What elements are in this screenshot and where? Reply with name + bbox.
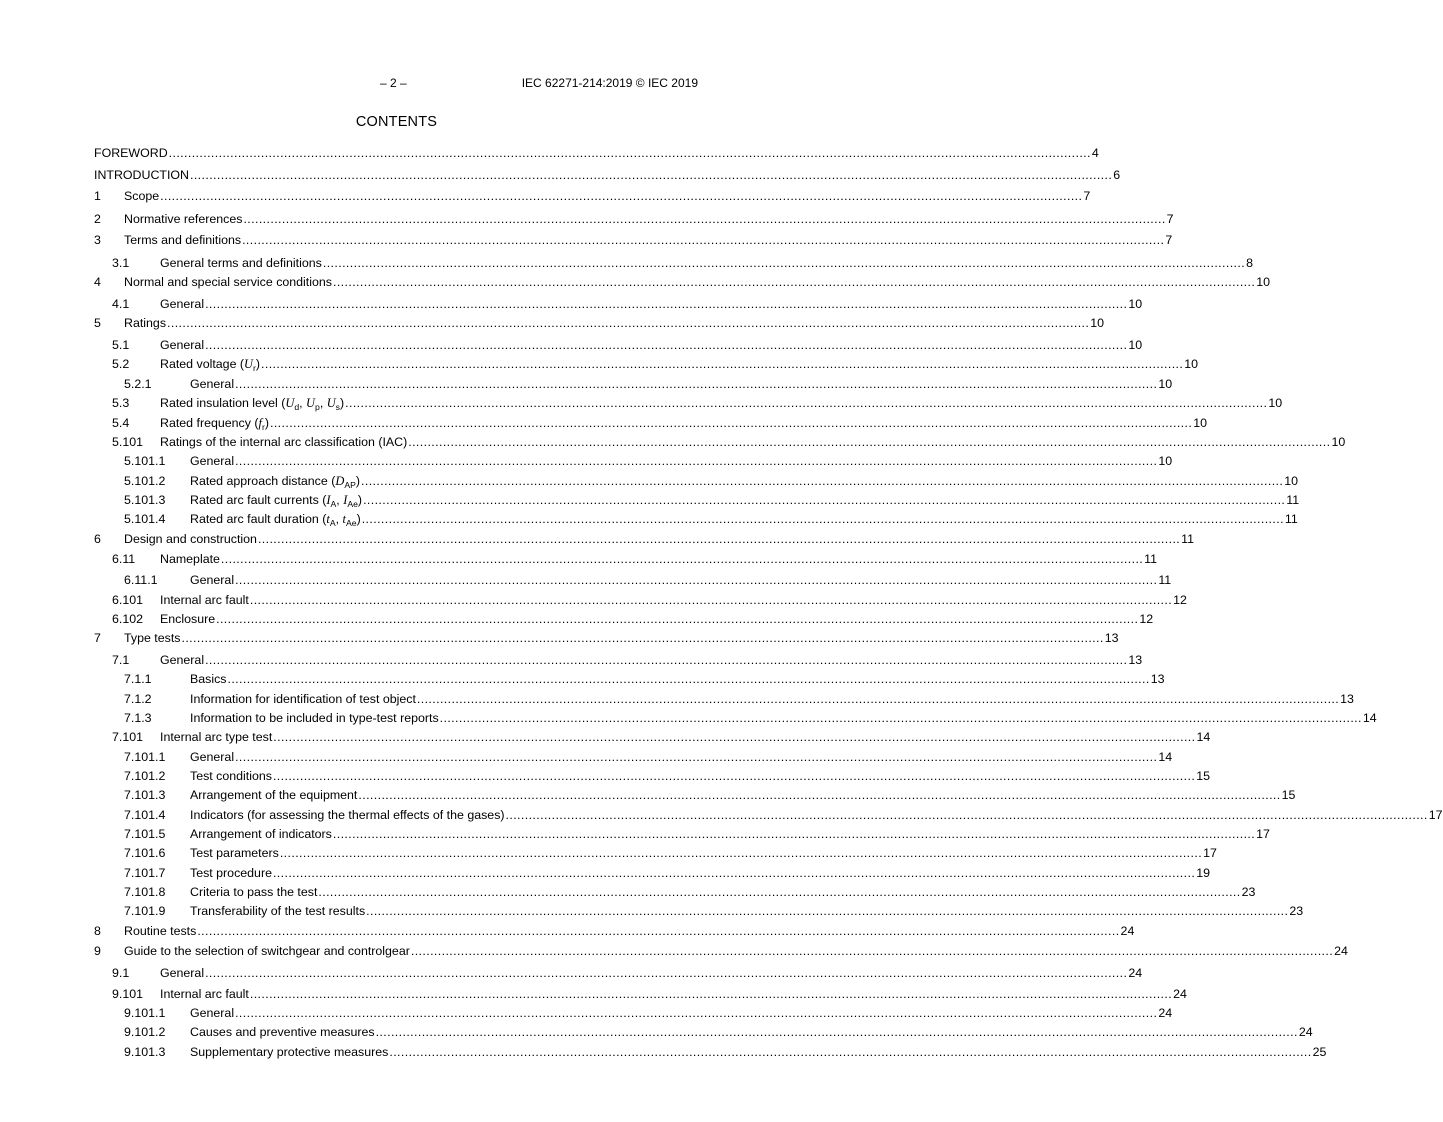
toc-entry-label: Supplementary protective measures: [190, 1045, 389, 1059]
toc-entry-label: Test procedure: [190, 866, 272, 880]
toc-entry-page: 14: [1158, 750, 1173, 764]
toc-entry-number: 7.101: [112, 730, 144, 744]
toc-entry-number: 8: [94, 924, 101, 938]
toc-leader-dots: [243, 212, 1165, 226]
toc-entry-number: 3: [94, 233, 101, 247]
toc-entry[interactable]: [94, 212, 1174, 226]
toc-entry[interactable]: [94, 904, 1304, 918]
toc-entry-label: General: [190, 1006, 235, 1020]
toc-entry-number: 9.101.2: [124, 1025, 166, 1039]
toc-entry[interactable]: [94, 297, 1143, 311]
toc-leader-dots: [270, 416, 1192, 430]
toc-entry-label: Criteria to pass the test: [190, 885, 318, 899]
toc-entry[interactable]: [94, 672, 1165, 686]
toc-entry-label: Type tests: [124, 631, 181, 645]
toc-leader-dots: [318, 885, 1240, 899]
toc-entry-number: 5.2: [112, 357, 130, 371]
toc-leader-dots: [408, 435, 1330, 449]
toc-entry-label: Normative references: [124, 212, 243, 226]
toc-entry[interactable]: [94, 573, 1172, 587]
document-reference: IEC 62271-214:2019 © IEC 2019: [521, 76, 698, 90]
toc-leader-dots: [216, 612, 1138, 626]
toc-entry-page: 13: [1340, 692, 1354, 706]
toc-entry-number: 5.101.3: [124, 493, 166, 507]
toc-entry-number: 9.101: [112, 987, 144, 1001]
toc-entry-page: 14: [1362, 711, 1377, 725]
toc-entry[interactable]: [94, 692, 1354, 706]
toc-entry-number: 5.1: [112, 338, 130, 352]
toc-entry-label: Causes and preventive measures: [190, 1025, 375, 1039]
toc-entry-label: Design and construction: [124, 532, 257, 546]
toc-leader-dots: [333, 275, 1255, 289]
toc-entry[interactable]: [94, 493, 1300, 509]
toc-leader-dots: [345, 396, 1267, 410]
toc-entry-page: 17: [1428, 808, 1443, 822]
toc-entry-label: Ratings: [124, 316, 167, 330]
toc-entry-number: 6: [94, 532, 101, 546]
toc-entry-number: 6.101: [112, 593, 144, 607]
toc-entry-number: 2: [94, 212, 101, 226]
toc-entry-number: 1: [94, 189, 101, 203]
toc-entry-page: 15: [1196, 769, 1210, 783]
toc-entry[interactable]: [94, 435, 1346, 449]
toc-entry-page: 12: [1139, 612, 1154, 626]
toc-entry-page: 11: [1181, 532, 1195, 546]
toc-leader-dots: [205, 966, 1127, 980]
toc-entry-number: 6.102: [112, 612, 144, 626]
toc-entry-number: 7.101.9: [124, 904, 166, 918]
toc-entry-number: 7.101.2: [124, 769, 166, 783]
toc-entry-number: 9.1: [112, 966, 130, 980]
toc-leader-dots: [235, 454, 1157, 468]
toc-entry[interactable]: [94, 788, 1296, 802]
toc-entry[interactable]: [94, 846, 1217, 860]
toc-entry-page: 11: [1158, 573, 1172, 587]
toc-entry[interactable]: [94, 338, 1143, 352]
toc-entry[interactable]: [94, 256, 1253, 270]
toc-entry-number: 5.3: [112, 396, 130, 410]
toc-entry[interactable]: [94, 885, 1256, 899]
toc-leader-dots: [376, 1025, 1298, 1039]
toc-entry[interactable]: [94, 1045, 1327, 1059]
toc-entry[interactable]: [94, 987, 1187, 1001]
toc-entry-page: 10: [1184, 357, 1199, 371]
toc-entry[interactable]: [94, 750, 1173, 764]
toc-entry[interactable]: [94, 189, 1091, 203]
toc-entry-page: 10: [1158, 377, 1173, 391]
toc-entry-label: Rated frequency $(f_r)$: [160, 416, 269, 432]
toc-leader-dots: [221, 552, 1143, 566]
toc-entry-number: 5.101.1: [124, 454, 166, 468]
toc-entry-label: General: [190, 454, 235, 468]
toc-leader-dots: [440, 711, 1362, 725]
toc-entry-page: 25: [1312, 1045, 1327, 1059]
toc-entry-label: Test conditions: [190, 769, 272, 783]
toc-entry-number: 7.101.3: [124, 788, 166, 802]
toc-entry-label: Scope: [124, 189, 160, 203]
toc-entry-label: General: [160, 653, 205, 667]
toc-leader-dots: [235, 1006, 1157, 1020]
toc-entry-page: 10: [1090, 316, 1105, 330]
toc-entry-number: 5.101.2: [124, 474, 166, 488]
toc-leader-dots: [197, 924, 1119, 938]
toc-entry-label: Internal arc fault: [160, 987, 249, 1001]
toc-entry[interactable]: [94, 377, 1173, 391]
toc-entry[interactable]: [94, 1006, 1173, 1020]
toc-entry-number: 7.101.7: [124, 866, 166, 880]
toc-entry-label: Nameplate: [160, 552, 220, 566]
toc-entry-label: Rated approach distance $(D_{AP})$: [190, 474, 361, 490]
toc-entry[interactable]: [94, 593, 1187, 607]
toc-leader-dots: [228, 672, 1150, 686]
toc-leader-dots: [358, 788, 1280, 802]
toc-entry-number: 7.101.8: [124, 885, 166, 899]
toc-entry-label: General: [190, 750, 235, 764]
toc-entry[interactable]: [94, 552, 1158, 566]
toc-entry-label: Rated arc fault currents ($I_A$, $I_{Ae}$): [190, 493, 363, 509]
toc-entry-page: 10: [1284, 474, 1299, 488]
toc-entry[interactable]: [94, 769, 1210, 783]
toc-entry-label: Guide to the selection of switchgear and controlgear: [124, 944, 410, 958]
toc-entry-page: 7: [1165, 233, 1173, 247]
toc-entry-page: 24: [1158, 1006, 1173, 1020]
toc-leader-dots: [323, 256, 1245, 270]
toc-entry-label: General: [160, 338, 205, 352]
toc-entry-label: Rated arc fault duration ($t_A$, $t_{Ae}$): [190, 512, 361, 528]
toc-leader-dots: [205, 338, 1127, 352]
toc-entry-page: 24: [1298, 1025, 1313, 1039]
toc-entry-page: 8: [1246, 256, 1253, 270]
toc-leader-dots: [273, 730, 1195, 744]
toc-entry-page: 10: [1256, 275, 1271, 289]
toc-entry-number: 7.1.1: [124, 672, 152, 686]
toc-entry-page: 13: [1104, 631, 1119, 645]
toc-entry-number: 7.101.6: [124, 846, 166, 860]
toc-leader-dots: [235, 573, 1157, 587]
toc-leader-dots: [190, 168, 1112, 182]
toc-leader-dots: [333, 827, 1255, 841]
toc-entry-page: 10: [1128, 338, 1143, 352]
toc-entry-label: Arrangement of the equipment: [190, 788, 358, 802]
toc-entry-label: General: [160, 297, 205, 311]
toc-entry-label: General: [190, 573, 235, 587]
toc-entry[interactable]: [94, 416, 1208, 432]
toc-entry-page: 17: [1256, 827, 1270, 841]
toc-entry-label: Indicators (for assessing the thermal effects of the gases): [190, 808, 505, 822]
toc-entry-number: 9.101.1: [124, 1006, 166, 1020]
toc-entry[interactable]: [94, 944, 1348, 958]
toc-leader-dots: [361, 474, 1283, 488]
toc-entry-page: 14: [1196, 730, 1211, 744]
toc-entry-label: Internal arc fault: [160, 593, 249, 607]
toc-entry-page: 11: [1284, 512, 1298, 526]
toc-entry-number: 6.11: [112, 552, 136, 566]
toc-entry-page: 24: [1334, 944, 1348, 958]
toc-entry-page: 13: [1150, 672, 1165, 686]
toc-entry[interactable]: [94, 653, 1143, 667]
toc-entry[interactable]: [94, 711, 1377, 725]
toc-entry[interactable]: [94, 396, 1283, 412]
toc-leader-dots: [250, 593, 1172, 607]
toc-entry-number: 9: [94, 944, 101, 958]
toc-entry-page: 12: [1173, 593, 1187, 607]
page-header: [0, 76, 793, 92]
toc-leader-dots: [181, 631, 1103, 645]
toc-entry-page: 6: [1113, 168, 1121, 182]
toc-leader-dots: [160, 189, 1082, 203]
toc-entry-page: 19: [1196, 866, 1210, 880]
toc-entry-number: 5.101.4: [124, 512, 166, 526]
toc-entry-number: 7.101.1: [124, 750, 166, 764]
toc-entry-page: 10: [1193, 416, 1208, 430]
toc-entry-label: Terms and definitions: [124, 233, 242, 247]
toc-entry[interactable]: [94, 808, 1443, 822]
toc-entry-number: 7.1.2: [124, 692, 152, 706]
toc-entry-number: 5.4: [112, 416, 130, 430]
toc-entry-page: 23: [1241, 885, 1256, 899]
toc-entry-page: 23: [1289, 904, 1304, 918]
toc-leader-dots: [411, 944, 1333, 958]
toc-leader-dots: [273, 769, 1195, 783]
toc-entry-number: 5.101: [112, 435, 144, 449]
toc-leader-dots: [167, 316, 1089, 330]
toc-entry[interactable]: [94, 730, 1211, 744]
toc-entry-label: Information to be included in type-test reports: [190, 711, 439, 725]
toc-entry-number: 5.2.1: [124, 377, 152, 391]
toc-entry[interactable]: [94, 966, 1143, 980]
toc-entry[interactable]: [94, 275, 1271, 289]
toc-entry-number: 9.101.3: [124, 1045, 166, 1059]
toc-entry-number: 4.1: [112, 297, 130, 311]
toc-entry-label: Information for identification of test object: [190, 692, 416, 706]
toc-entry-label: Ratings of the internal arc classification (IAC): [160, 435, 408, 449]
toc-entry-page: 7: [1083, 189, 1091, 203]
page-title: CONTENTS: [355, 114, 438, 130]
toc-leader-dots: [250, 987, 1172, 1001]
toc-entry-page: 7: [1166, 212, 1174, 226]
toc-entry-page: 10: [1128, 297, 1143, 311]
toc-entry-label: Routine tests: [124, 924, 197, 938]
toc-entry-page: 11: [1286, 493, 1300, 507]
toc-entry[interactable]: [94, 532, 1195, 546]
toc-entry-label: Test parameters: [190, 846, 279, 860]
toc-entry-page: 24: [1120, 924, 1135, 938]
toc-entry-page: 10: [1268, 396, 1283, 410]
toc-leader-dots: [366, 904, 1288, 918]
toc-leader-dots: [169, 146, 1091, 160]
toc-leader-dots: [261, 357, 1183, 371]
toc-leader-dots: [242, 233, 1164, 247]
toc-entry-label: Enclosure: [160, 612, 216, 626]
toc-entry-number: 7.101.5: [124, 827, 166, 841]
toc-entry-label: Rated voltage $(U_r)$: [160, 357, 261, 373]
toc-leader-dots: [389, 1045, 1311, 1059]
toc-entry-label: General: [190, 377, 235, 391]
toc-entry[interactable]: [94, 357, 1199, 373]
toc-entry-page: 24: [1128, 966, 1143, 980]
toc-leader-dots: [235, 377, 1157, 391]
toc-entry-label: FOREWORD: [94, 146, 168, 160]
toc-entry-label: Arrangement of indicators: [190, 827, 332, 841]
toc-leader-dots: [363, 493, 1285, 507]
toc-entry-number: 5: [94, 316, 101, 330]
toc-entry-label: Normal and special service conditions: [124, 275, 332, 289]
toc-entry-page: 13: [1128, 653, 1143, 667]
toc-entry[interactable]: [94, 612, 1154, 626]
toc-entry[interactable]: [94, 146, 1099, 160]
toc-entry[interactable]: [94, 512, 1298, 528]
toc-leader-dots: [205, 653, 1127, 667]
toc-entry-label: INTRODUCTION: [94, 168, 189, 182]
toc-leader-dots: [235, 750, 1157, 764]
toc-entry[interactable]: [94, 631, 1119, 645]
toc-entry-label: Transferability of the test results: [190, 904, 366, 918]
toc-entry-number: 7.1: [112, 653, 130, 667]
toc-entry-page: 24: [1173, 987, 1187, 1001]
toc-leader-dots: [362, 512, 1284, 526]
toc-entry-label: Basics: [190, 672, 227, 686]
toc-entry-page: 11: [1144, 552, 1158, 566]
toc-entry-number: 3.1: [112, 256, 130, 270]
toc-entry[interactable]: [94, 866, 1210, 880]
toc-entry[interactable]: [94, 233, 1173, 247]
page-number: – 2 –: [380, 76, 407, 90]
toc-entry[interactable]: [94, 827, 1270, 841]
toc-entry-number: 7.101.4: [124, 808, 166, 822]
toc-entry[interactable]: [94, 454, 1173, 468]
toc-entry-page: 15: [1281, 788, 1296, 802]
toc-entry-label: General terms and definitions: [160, 256, 322, 270]
toc-entry-number: 7: [94, 631, 101, 645]
toc-entry-page: 10: [1331, 435, 1346, 449]
toc-entry-number: 6.11.1: [124, 573, 158, 587]
toc-entry-page: 10: [1158, 454, 1173, 468]
toc-entry[interactable]: [94, 924, 1135, 938]
toc-entry-label: Rated insulation level ($U_d$, $U_p$, $U_s$): [160, 396, 345, 412]
toc-entry-number: 7.1.3: [124, 711, 152, 725]
toc-leader-dots: [506, 808, 1428, 822]
toc-leader-dots: [417, 692, 1339, 706]
toc-entry-label: General: [160, 966, 205, 980]
toc-entry-page: 4: [1091, 146, 1099, 160]
toc-entry-page: 17: [1203, 846, 1217, 860]
toc-entry[interactable]: [94, 168, 1121, 182]
toc-leader-dots: [280, 846, 1202, 860]
toc-entry-number: 4: [94, 275, 101, 289]
toc-entry[interactable]: [94, 1025, 1313, 1039]
toc-entry-label: Internal arc type test: [160, 730, 273, 744]
toc-entry[interactable]: [94, 474, 1299, 490]
toc-entry[interactable]: [94, 316, 1105, 330]
toc-leader-dots: [258, 532, 1180, 546]
toc-leader-dots: [205, 297, 1127, 311]
toc-leader-dots: [273, 866, 1195, 880]
